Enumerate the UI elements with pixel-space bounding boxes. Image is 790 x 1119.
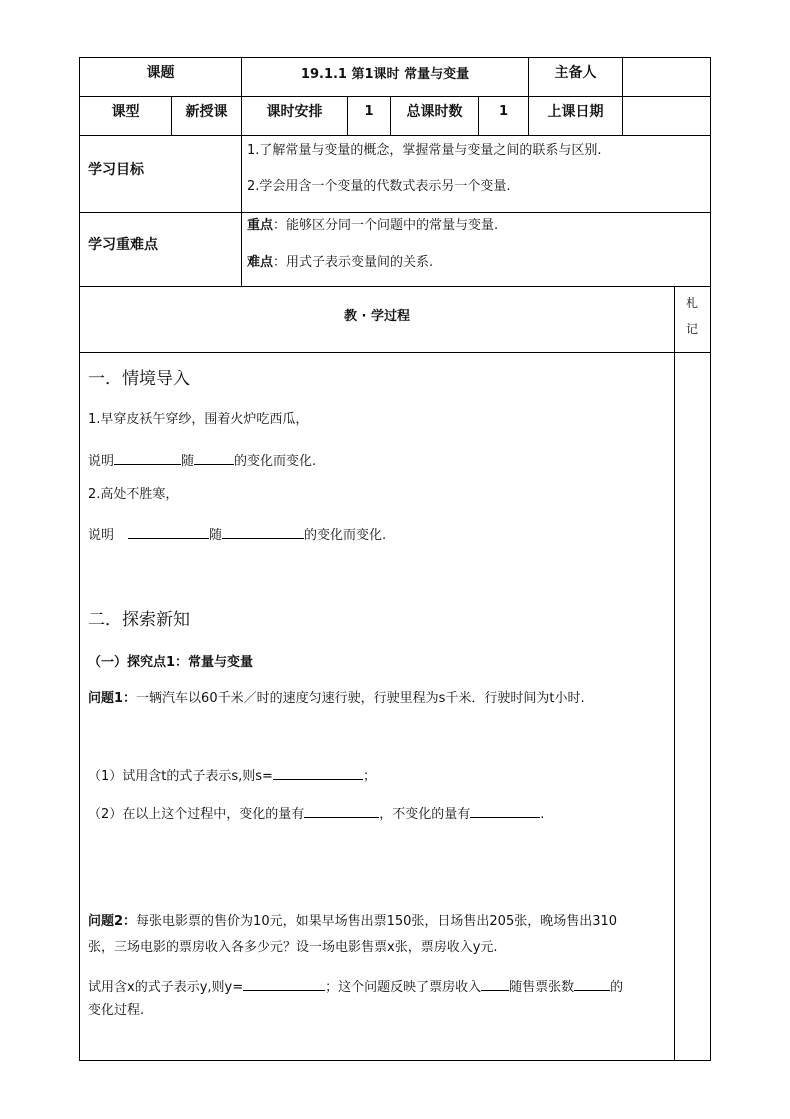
s2-p1-q2-text-b: ，不变化的量有 <box>379 807 471 822</box>
s2-p1-q2-blank-2[interactable] <box>470 803 540 818</box>
objective-item-2: 2.学会用含一个变量的代数式表示另一个变量. <box>247 179 511 194</box>
date-value <box>623 97 710 125</box>
row-sep <box>79 135 711 136</box>
s2-p1-label: 问题1： <box>88 691 137 706</box>
total-value: 1 <box>498 103 509 119</box>
s1-q1: 1.早穿皮袄午穿纱，围着火炉吃西瓜， <box>88 412 309 427</box>
s1-q2-blank-1[interactable] <box>128 524 209 539</box>
topic-label: 课题 <box>146 65 175 81</box>
s2-p2-label: 问题2： <box>88 914 137 929</box>
s1-q1-answer-line <box>88 450 316 471</box>
s2-p1-q2-blank-1[interactable] <box>304 803 379 818</box>
s2-p2-blank-1[interactable] <box>243 976 325 991</box>
difficulty-line <box>247 254 433 272</box>
s2-p2-line4: 变化过程. <box>88 1003 145 1018</box>
preparer-label: 主备人 <box>554 65 597 81</box>
s2-p1-text: 一辆汽车以60千米／时的速度匀速行驶，行驶里程为s千米．行驶时间为t小时. <box>136 691 585 706</box>
s1-q2: 2.高处不胜寒， <box>88 487 179 502</box>
difficulty-label: 难点 <box>247 255 274 270</box>
topic-value: 19.1.1 第1课时 常量与变量 <box>300 66 470 82</box>
process-title: 教 · 学过程 <box>344 308 410 324</box>
border-bottom <box>79 1060 711 1061</box>
difficulty-text: ：用式子表示变量间的关系. <box>273 255 434 270</box>
section1-heading: 一．情境导入 <box>88 369 190 389</box>
s2-p2-q-text-b: ；这个问题反映了票房收入 <box>325 980 482 995</box>
s2-p2-q-text-d: 的 <box>610 980 624 995</box>
focus-text: ：能够区分同一个问题中的常量与变量. <box>273 218 499 233</box>
total-label: 总课时数 <box>406 104 463 120</box>
s2-p1-q2-text-c: . <box>540 807 545 822</box>
s2-p2-q-text-a: 试用含x的式子表示y,则y= <box>88 980 244 995</box>
s2-p2-line1 <box>88 913 617 931</box>
notes-char-2: 记 <box>686 322 699 336</box>
date-label: 上课日期 <box>547 104 604 120</box>
notes-col-sep <box>674 286 675 1061</box>
s1-q2-blank-2[interactable] <box>222 524 304 539</box>
section2-heading: 二．探索新知 <box>88 610 190 630</box>
s1-q1-text-c: 的变化而变化. <box>234 454 317 469</box>
notes-char-1: 札 <box>686 296 699 310</box>
schedule-value: 1 <box>364 103 374 119</box>
s1-q1-blank-1[interactable] <box>114 450 181 465</box>
s2-p2-q-text-c: 随售票张数 <box>509 980 575 995</box>
type-label: 课型 <box>111 104 140 120</box>
s1-q2-answer-line <box>88 524 386 545</box>
focus-label: 重点 <box>247 218 274 233</box>
s2-p1-q1-text-b: ； <box>362 769 376 784</box>
s2-p1 <box>88 690 585 708</box>
s2-sub1: （一）探究点1：常量与变量 <box>88 655 254 670</box>
s2-p2-text-1: 每张电影票的售价为10元，如果早场售出票150张，日场售出205张，晚场售出310 <box>136 914 618 929</box>
border-right <box>710 57 711 1061</box>
col-sep <box>241 135 242 287</box>
s2-p2-blank-2[interactable] <box>481 976 509 991</box>
row-sep <box>79 212 711 213</box>
focus-line <box>247 217 498 235</box>
objectives-label: 学习目标 <box>88 162 144 178</box>
s2-p1-q2-text-a: （2）在以上这个过程中，变化的量有 <box>88 807 305 822</box>
s2-p2-blank-3[interactable] <box>574 976 610 991</box>
type-value: 新授课 <box>185 104 228 120</box>
s2-p1-q1-text-a: （1）试用含t的式子表示s,则s= <box>88 769 273 784</box>
s2-p1-q1-blank[interactable] <box>273 765 363 780</box>
objective-item-1: 1.了解常量与变量的概念，掌握常量与变量之间的联系与区别. <box>247 143 602 158</box>
s1-q1-blank-2[interactable] <box>194 450 234 465</box>
s2-p2-line2: 张，三场电影的票房收入各多少元？设一场电影售票x张，票房收入y元. <box>88 940 498 955</box>
s1-q1-text-b: 随 <box>181 454 195 469</box>
s2-p1-q2 <box>88 803 544 824</box>
schedule-label: 课时安排 <box>266 104 323 120</box>
row-sep <box>79 286 711 287</box>
s1-q2-text-a: 说明 <box>88 528 115 543</box>
s2-p1-q1 <box>88 765 376 786</box>
preparer-value <box>623 58 710 86</box>
s1-q2-text-c: 的变化而变化. <box>304 528 387 543</box>
s1-q1-text-a: 说明 <box>88 454 115 469</box>
row-sep <box>79 352 711 353</box>
border-left <box>79 57 80 1061</box>
s2-p2-question <box>88 976 623 997</box>
s1-q2-text-b: 随 <box>209 528 223 543</box>
keypoints-label: 学习重难点 <box>88 237 158 253</box>
